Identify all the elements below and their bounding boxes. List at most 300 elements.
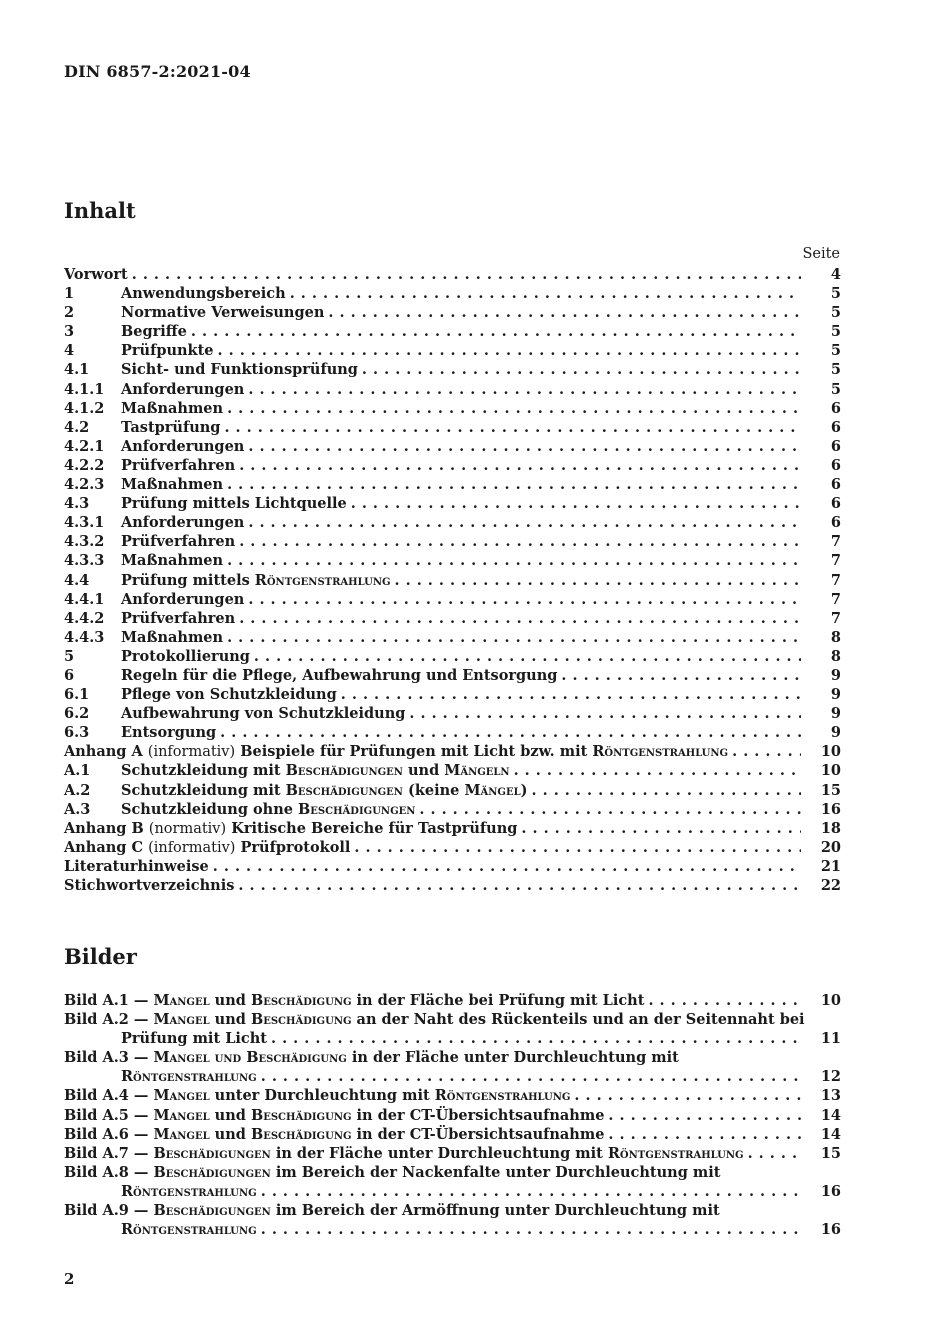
dot-leader bbox=[748, 1144, 801, 1163]
toc-entry-title bbox=[121, 341, 214, 360]
dot-leader bbox=[218, 341, 801, 360]
document-id: DIN 6857-2:2021-04 bbox=[64, 62, 251, 81]
toc-entry-page: 8 bbox=[830, 647, 841, 665]
figure-label: Bild A.4 — bbox=[64, 1087, 154, 1105]
figure-entry[interactable] bbox=[64, 1106, 841, 1125]
toc-entry[interactable] bbox=[64, 857, 841, 876]
dot-leader bbox=[261, 1067, 801, 1086]
toc-heading: Inhalt bbox=[64, 198, 136, 223]
toc-entry[interactable] bbox=[64, 666, 841, 685]
title-term: Beschädigungen bbox=[285, 781, 403, 799]
toc-entry-page: 6 bbox=[830, 476, 841, 494]
toc-entry-page: 10 bbox=[820, 762, 841, 780]
figure-entry-title bbox=[64, 1144, 744, 1163]
figure-entry-line bbox=[64, 1144, 841, 1163]
figure-entry-line bbox=[64, 1125, 841, 1144]
figure-entry-title bbox=[64, 1049, 679, 1066]
toc-entry-number: 2 bbox=[64, 304, 75, 322]
title-text: Anforderungen bbox=[121, 380, 245, 398]
toc-entry[interactable] bbox=[64, 551, 841, 570]
dot-leader bbox=[227, 399, 801, 418]
title-term: Beschädigungen bbox=[153, 1163, 271, 1181]
figure-entry-page: 10 bbox=[820, 992, 841, 1009]
title-text: Normative Verweisungen bbox=[121, 304, 325, 322]
toc-entry[interactable] bbox=[64, 819, 841, 838]
toc-entry-title bbox=[121, 360, 358, 379]
figure-entry-continuation bbox=[64, 1067, 841, 1086]
title-text: Prüfverfahren bbox=[121, 533, 236, 551]
toc-entry-title bbox=[64, 742, 728, 762]
figure-entry[interactable] bbox=[64, 1086, 841, 1105]
title-text: Prüfung mittels Lichtquelle bbox=[121, 495, 347, 513]
toc-entry[interactable] bbox=[64, 322, 841, 341]
dot-leader bbox=[608, 1125, 801, 1144]
toc-entry-number: 6.1 bbox=[64, 686, 90, 704]
dot-leader bbox=[191, 322, 801, 341]
toc-entry-page: 6 bbox=[830, 514, 841, 532]
figure-label: Bild A.2 — bbox=[64, 1011, 154, 1029]
annex-qualifier: (normativ) bbox=[148, 820, 227, 837]
title-text: (keine bbox=[402, 781, 465, 799]
figure-label: Bild A.1 — bbox=[64, 992, 154, 1009]
title-term: Mangel bbox=[153, 1087, 210, 1105]
toc-entry[interactable] bbox=[64, 284, 841, 303]
title-term: Mangel bbox=[153, 1011, 210, 1029]
figure-entry-page: 16 bbox=[820, 1182, 841, 1200]
toc-entry[interactable] bbox=[64, 723, 841, 742]
toc-entry-number: 4 bbox=[64, 342, 75, 360]
title-text: und bbox=[209, 1125, 251, 1143]
figures-list bbox=[64, 991, 841, 1239]
toc-entry-number: 4.4.2 bbox=[64, 609, 105, 627]
toc-entry-number: 3 bbox=[64, 323, 75, 341]
toc-entry-page: 22 bbox=[820, 877, 841, 894]
figure-label: Bild A.3 — bbox=[64, 1049, 154, 1067]
figure-entry-page: 13 bbox=[820, 1087, 841, 1105]
toc-entry-page: 7 bbox=[830, 571, 841, 589]
figure-entry-page: 11 bbox=[820, 1030, 841, 1048]
figure-entry[interactable] bbox=[64, 1048, 841, 1086]
dot-leader bbox=[261, 1182, 801, 1201]
annex-label: Anhang A bbox=[64, 743, 143, 761]
toc-entry-page: 6 bbox=[830, 456, 841, 474]
title-text: Pflege von Schutzkleidung bbox=[121, 686, 337, 704]
toc-entry-title bbox=[121, 628, 223, 647]
toc-entry-page: 8 bbox=[830, 628, 841, 646]
toc-entry-title bbox=[121, 380, 244, 399]
toc-entry-title bbox=[121, 322, 187, 341]
toc-entry-title: Vorwort bbox=[64, 266, 128, 283]
toc-entry-page: 5 bbox=[830, 380, 841, 398]
toc-entry-title bbox=[121, 800, 415, 819]
dot-leader bbox=[648, 991, 801, 1010]
toc-entry-number: 4.2 bbox=[64, 418, 90, 436]
title-text: Prüfung mittels bbox=[121, 571, 255, 589]
toc-entry-page: 9 bbox=[830, 724, 841, 742]
dot-leader bbox=[574, 1086, 801, 1105]
toc-entry-page: 5 bbox=[830, 361, 841, 379]
dot-leader bbox=[248, 513, 801, 532]
toc-entry-title bbox=[121, 284, 286, 303]
toc-entry[interactable] bbox=[64, 399, 841, 418]
toc-entry-title bbox=[121, 494, 347, 513]
dot-leader bbox=[328, 303, 801, 322]
toc-entry-number: 4.2.3 bbox=[64, 476, 105, 494]
toc-entry-number: 4.1 bbox=[64, 361, 90, 379]
toc-entry[interactable] bbox=[64, 685, 841, 704]
annex-title-term: Röntgenstrahlung bbox=[592, 743, 729, 761]
title-term: Mangel bbox=[153, 1106, 210, 1124]
toc-entry-title bbox=[121, 399, 223, 418]
title-term: Röntgenstrahlung bbox=[254, 571, 391, 589]
title-term: Beschädigungen bbox=[298, 800, 416, 818]
annex-title: Prüfprotokoll bbox=[240, 838, 351, 856]
title-text: Regeln für die Pflege, Aufbewahrung und Entsorgung bbox=[121, 666, 558, 684]
toc-entry-page: 7 bbox=[830, 590, 841, 608]
toc-entry-number: 6 bbox=[64, 666, 75, 684]
toc-entry-page: 9 bbox=[830, 705, 841, 723]
figure-entry-continuation bbox=[64, 1182, 841, 1201]
toc-entry-page: 5 bbox=[830, 323, 841, 341]
dot-leader bbox=[608, 1106, 801, 1125]
figure-label: Bild A.6 — bbox=[64, 1125, 154, 1143]
toc-entry-page: 7 bbox=[830, 533, 841, 551]
figure-entry[interactable] bbox=[64, 1144, 841, 1163]
title-text: im Bereich der Armöffnung unter Durchleuchtung mit bbox=[270, 1202, 720, 1220]
figure-entry-page: 16 bbox=[820, 1221, 841, 1239]
toc-entry[interactable] bbox=[64, 647, 841, 666]
toc-entry-title bbox=[121, 666, 557, 685]
toc-entry-page: 15 bbox=[820, 781, 841, 799]
dot-leader bbox=[354, 838, 801, 857]
toc-entry-number: A.1 bbox=[64, 762, 91, 780]
annex-label: Anhang B bbox=[64, 819, 144, 837]
page-number: 2 bbox=[64, 1270, 75, 1288]
toc-entry[interactable] bbox=[64, 303, 841, 322]
dot-leader bbox=[227, 551, 801, 570]
title-text: Prüfpunkte bbox=[121, 342, 214, 360]
figure-entry-line bbox=[64, 1163, 841, 1182]
title-text: Prüfung mit Licht bbox=[121, 1030, 267, 1048]
title-text: in der Fläche unter Durchleuchtung mit bbox=[270, 1144, 608, 1162]
figure-entry-page: 15 bbox=[820, 1144, 841, 1162]
toc-entry[interactable] bbox=[64, 360, 841, 379]
figure-entry-page: 14 bbox=[820, 1125, 841, 1143]
title-text: in der CT-Übersichtsaufnahme bbox=[351, 1125, 605, 1143]
title-text: Tastprüfung bbox=[121, 418, 221, 436]
figure-entry-line bbox=[64, 1106, 841, 1125]
toc-entry-title bbox=[121, 456, 235, 475]
toc-entry-page: 5 bbox=[830, 304, 841, 322]
toc-entry-number: 4.4.3 bbox=[64, 628, 105, 646]
dot-leader bbox=[290, 284, 801, 303]
figure-entry-title bbox=[64, 1011, 805, 1028]
toc-entry-title bbox=[121, 303, 324, 322]
title-term: Beschädigung bbox=[250, 1011, 352, 1029]
dot-leader bbox=[248, 437, 801, 456]
title-text: Aufbewahrung von Schutzkleidung bbox=[121, 705, 406, 723]
title-text: an der Naht des Rückenteils und an der Seitennaht bei bbox=[351, 1011, 805, 1029]
annex-title: Beispiele für Prüfungen mit Licht bzw. mit bbox=[240, 743, 593, 761]
title-text: in der Fläche bei Prüfung mit Licht bbox=[351, 992, 645, 1009]
annex-label: Anhang C bbox=[64, 838, 143, 856]
toc-entry-page: 18 bbox=[820, 819, 841, 837]
toc-entry-title bbox=[121, 761, 510, 780]
dot-leader bbox=[395, 571, 801, 590]
toc-entry-number: 6.3 bbox=[64, 724, 90, 742]
title-term: Beschädigung bbox=[250, 1106, 352, 1124]
figure-entry-title bbox=[64, 1106, 604, 1125]
toc-entry-page: 20 bbox=[820, 838, 841, 856]
toc-entry-title bbox=[121, 437, 244, 456]
title-term: Beschädigung bbox=[250, 1125, 352, 1143]
toc-entry-page: 6 bbox=[830, 495, 841, 513]
title-term: Beschädigung bbox=[250, 992, 352, 1009]
title-text: Schutzkleidung ohne bbox=[121, 800, 299, 818]
toc-entry-page: 16 bbox=[820, 800, 841, 818]
toc-entry[interactable] bbox=[64, 742, 841, 761]
dot-leader bbox=[271, 1029, 801, 1048]
dot-leader bbox=[239, 532, 801, 551]
toc-entry-title bbox=[121, 590, 244, 609]
toc-entry[interactable] bbox=[64, 475, 841, 494]
title-text: Maßnahmen bbox=[121, 628, 224, 646]
page-column-label: Seite bbox=[802, 246, 840, 262]
title-term: Mängeln bbox=[444, 762, 510, 780]
toc-entry[interactable] bbox=[64, 590, 841, 609]
toc-entry-title bbox=[64, 819, 517, 839]
dot-leader bbox=[213, 857, 801, 876]
dot-leader bbox=[239, 456, 801, 475]
dot-leader bbox=[351, 494, 801, 513]
title-text: ) bbox=[520, 781, 528, 799]
toc-entry-number: 4.1.1 bbox=[64, 380, 105, 398]
toc-entry[interactable] bbox=[64, 876, 841, 895]
dot-leader bbox=[532, 781, 802, 800]
dot-leader bbox=[521, 819, 801, 838]
toc-entry-page: 7 bbox=[830, 552, 841, 570]
title-term: Beschädigungen bbox=[153, 1144, 271, 1162]
title-term: Mangel bbox=[153, 1125, 210, 1143]
dot-leader bbox=[227, 628, 801, 647]
dot-leader bbox=[341, 685, 801, 704]
dot-leader bbox=[261, 1220, 801, 1239]
figure-entry[interactable] bbox=[64, 1010, 841, 1048]
toc-entry-number: 4.1.2 bbox=[64, 399, 105, 417]
toc-entry[interactable] bbox=[64, 571, 841, 590]
toc-entry-title bbox=[121, 513, 244, 532]
figure-entry-line bbox=[64, 1048, 841, 1067]
title-text: Begriffe bbox=[121, 323, 187, 341]
toc-entry-number: 4.2.2 bbox=[64, 456, 105, 474]
title-text: Protokollierung bbox=[121, 647, 250, 665]
title-text: Schutzkleidung mit bbox=[121, 762, 286, 780]
figure-label: Bild A.7 — bbox=[64, 1144, 154, 1162]
toc-entry-title bbox=[121, 723, 216, 742]
title-text: Maßnahmen bbox=[121, 476, 224, 494]
toc-entry[interactable] bbox=[64, 628, 841, 647]
dot-leader bbox=[220, 723, 801, 742]
toc-list bbox=[64, 265, 841, 895]
dot-leader bbox=[514, 761, 801, 780]
title-text: und bbox=[209, 1106, 251, 1124]
title-text: Entsorgung bbox=[121, 724, 217, 742]
title-text: Anwendungsbereich bbox=[121, 285, 286, 303]
figures-heading: Bilder bbox=[64, 944, 137, 969]
title-term: Röntgenstrahlung bbox=[607, 1144, 744, 1162]
title-text: Maßnahmen bbox=[121, 399, 224, 417]
toc-entry-title bbox=[121, 571, 391, 590]
figure-entry-continuation bbox=[64, 1220, 841, 1239]
toc-entry-title bbox=[64, 838, 350, 858]
figure-entry[interactable] bbox=[64, 1125, 841, 1144]
figure-entry[interactable] bbox=[64, 1201, 841, 1239]
dot-leader bbox=[132, 265, 801, 284]
toc-entry-title bbox=[121, 475, 223, 494]
title-text: in der CT-Übersichtsaufnahme bbox=[351, 1106, 605, 1124]
dot-leader bbox=[732, 742, 801, 761]
title-text: Anforderungen bbox=[121, 437, 245, 455]
toc-entry[interactable] bbox=[64, 513, 841, 532]
toc-entry-page: 9 bbox=[830, 666, 841, 684]
toc-entry-title bbox=[121, 609, 235, 628]
title-term: Beschädigungen bbox=[153, 1202, 271, 1220]
figure-entry-title bbox=[64, 1164, 720, 1181]
toc-entry-number: 4.2.1 bbox=[64, 437, 105, 455]
title-term: Beschädigungen bbox=[285, 762, 403, 780]
toc-entry[interactable] bbox=[64, 265, 841, 284]
title-term: Mangel und Beschädigung bbox=[153, 1049, 347, 1067]
dot-leader bbox=[227, 475, 801, 494]
dot-leader bbox=[239, 609, 801, 628]
title-text: in der Fläche unter Durchleuchtung mit bbox=[346, 1049, 679, 1067]
dot-leader bbox=[224, 418, 801, 437]
annex-qualifier: (informativ) bbox=[147, 744, 236, 761]
figure-entry-line bbox=[64, 991, 841, 1010]
title-text: Sicht- und Funktionsprüfung bbox=[121, 361, 358, 379]
title-text: und bbox=[209, 992, 251, 1009]
toc-entry-number: 6.2 bbox=[64, 705, 90, 723]
title-term: Mängel bbox=[464, 781, 521, 799]
toc-entry-title bbox=[121, 685, 337, 704]
title-text: und bbox=[209, 1011, 251, 1029]
annex-qualifier: (informativ) bbox=[148, 839, 236, 856]
toc-entry-page: 5 bbox=[830, 285, 841, 303]
toc-entry-page: 4 bbox=[830, 266, 841, 283]
toc-entry-title: Stichwortverzeichnis bbox=[64, 877, 235, 894]
toc-entry-number: A.2 bbox=[64, 781, 91, 799]
figure-entry-line bbox=[64, 1201, 841, 1220]
toc-entry-page: 10 bbox=[820, 743, 841, 761]
toc-entry-number: 4.3 bbox=[64, 495, 90, 513]
toc-entry-title bbox=[121, 551, 223, 570]
dot-leader bbox=[561, 666, 801, 685]
figure-entry-page: 14 bbox=[820, 1106, 841, 1124]
toc-entry-number: 4.3.3 bbox=[64, 552, 105, 570]
figure-entry-line bbox=[64, 1086, 841, 1105]
toc-entry-number: 5 bbox=[64, 647, 75, 665]
title-text: Prüfverfahren bbox=[121, 456, 236, 474]
toc-entry-page: 6 bbox=[830, 418, 841, 436]
title-text: unter Durchleuchtung mit bbox=[209, 1087, 435, 1105]
toc-entry[interactable] bbox=[64, 380, 841, 399]
title-term: Röntgenstrahlung bbox=[121, 1182, 257, 1200]
title-text: Anforderungen bbox=[121, 590, 245, 608]
toc-entry-page: 7 bbox=[830, 609, 841, 627]
title-term: Mangel bbox=[153, 992, 210, 1009]
dot-leader bbox=[238, 876, 801, 895]
toc-entry-title bbox=[121, 704, 405, 723]
toc-entry[interactable] bbox=[64, 781, 841, 800]
figure-entry[interactable] bbox=[64, 991, 841, 1010]
toc-entry-page: 6 bbox=[830, 437, 841, 455]
toc-entry-number: 4.4.1 bbox=[64, 590, 105, 608]
toc-entry[interactable] bbox=[64, 761, 841, 780]
toc-entry-title bbox=[121, 647, 250, 666]
toc-entry[interactable] bbox=[64, 800, 841, 819]
title-text: und bbox=[402, 762, 445, 780]
toc-entry-number: 4.4 bbox=[64, 571, 90, 589]
toc-entry-number: 4.3.2 bbox=[64, 533, 105, 551]
title-term: Röntgenstrahlung bbox=[121, 1068, 257, 1086]
toc-entry[interactable] bbox=[64, 532, 841, 551]
title-text: Prüfverfahren bbox=[121, 609, 236, 627]
dot-leader bbox=[419, 800, 801, 819]
toc-entry-title: Literaturhinweise bbox=[64, 857, 209, 875]
toc-entry-number: 1 bbox=[64, 285, 75, 303]
toc-entry[interactable] bbox=[64, 609, 841, 628]
figure-label: Bild A.5 — bbox=[64, 1106, 154, 1124]
title-text: Anforderungen bbox=[121, 514, 245, 532]
figure-entry-title bbox=[64, 991, 644, 1010]
toc-entry-number: A.3 bbox=[64, 800, 91, 818]
toc-entry-page: 9 bbox=[830, 686, 841, 704]
toc-entry-number: 4.3.1 bbox=[64, 514, 105, 532]
title-term: Röntgenstrahlung bbox=[434, 1087, 571, 1105]
dot-leader bbox=[254, 647, 801, 666]
annex-title: Kritische Bereiche für Tastprüfung bbox=[231, 819, 518, 837]
dot-leader bbox=[362, 360, 801, 379]
toc-entry[interactable] bbox=[64, 341, 841, 360]
figure-label: Bild A.8 — bbox=[64, 1163, 154, 1181]
toc-entry[interactable] bbox=[64, 838, 841, 857]
toc-entry-page: 21 bbox=[820, 857, 841, 875]
title-term: Röntgenstrahlung bbox=[121, 1221, 257, 1239]
toc-entry[interactable] bbox=[64, 704, 841, 723]
toc-entry-title bbox=[121, 781, 528, 800]
toc-entry-page: 5 bbox=[830, 342, 841, 360]
dot-leader bbox=[248, 590, 801, 609]
figure-entry-title bbox=[64, 1086, 570, 1105]
toc-entry-title bbox=[121, 532, 235, 551]
figure-entry-title bbox=[64, 1202, 720, 1219]
toc-entry-page: 6 bbox=[830, 399, 841, 417]
figure-entry[interactable] bbox=[64, 1163, 841, 1201]
toc-entry[interactable] bbox=[64, 418, 841, 437]
toc-entry[interactable] bbox=[64, 456, 841, 475]
title-text: Schutzkleidung mit bbox=[121, 781, 286, 799]
title-text: Maßnahmen bbox=[121, 552, 224, 570]
toc-entry[interactable] bbox=[64, 437, 841, 456]
dot-leader bbox=[248, 380, 801, 399]
toc-entry-title bbox=[121, 418, 220, 437]
figure-entry-title bbox=[64, 1125, 604, 1144]
toc-entry[interactable] bbox=[64, 494, 841, 513]
dot-leader bbox=[409, 704, 801, 723]
figure-entry-continuation bbox=[64, 1029, 841, 1048]
title-text: im Bereich der Nackenfalte unter Durchleuchtung mit bbox=[270, 1163, 721, 1181]
figure-entry-page: 12 bbox=[820, 1068, 841, 1086]
